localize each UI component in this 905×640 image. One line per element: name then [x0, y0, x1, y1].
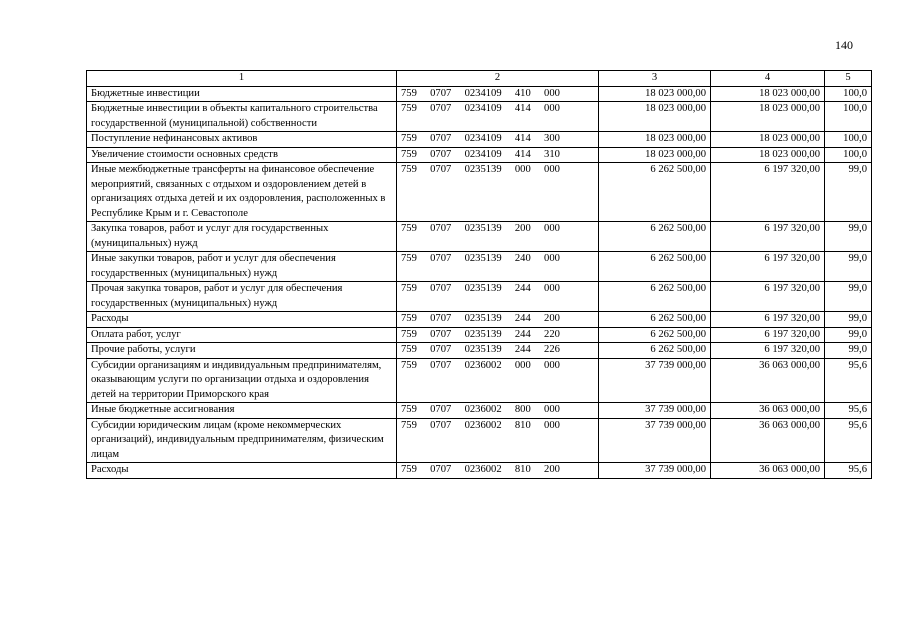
row-plan-amount: 6 262 500,00	[599, 343, 711, 359]
row-percent: 99,0	[825, 312, 872, 328]
row-percent: 95,6	[825, 358, 872, 403]
row-name: Бюджетные инвестиции в объекты капитального строительства государственной (муниципальной) собственности	[87, 102, 397, 132]
row-name: Расходы	[87, 312, 397, 328]
header-col-5: 5	[825, 71, 872, 87]
table-row	[87, 343, 872, 359]
table-row	[87, 358, 872, 403]
row-plan-amount: 18 023 000,00	[599, 147, 711, 163]
row-actual-amount: 36 063 000,00	[711, 463, 825, 479]
row-plan-amount: 37 739 000,00	[599, 403, 711, 419]
row-name: Иные закупки товаров, работ и услуг для обеспечения государственных (муниципальных) нужд	[87, 252, 397, 282]
row-actual-amount: 36 063 000,00	[711, 403, 825, 419]
table-row	[87, 222, 872, 252]
row-plan-amount: 6 262 500,00	[599, 222, 711, 252]
row-actual-amount: 18 023 000,00	[711, 102, 825, 132]
row-name: Закупка товаров, работ и услуг для государственных (муниципальных) нужд	[87, 222, 397, 252]
row-code: 759 0707 0235139 244 226	[397, 343, 599, 359]
row-percent: 95,6	[825, 463, 872, 479]
row-name: Прочие работы, услуги	[87, 343, 397, 359]
row-code: 759 0707 0234109 414 000	[397, 102, 599, 132]
row-name: Иные бюджетные ассигнования	[87, 403, 397, 419]
row-plan-amount: 6 262 500,00	[599, 163, 711, 222]
header-col-4: 4	[711, 71, 825, 87]
row-plan-amount: 6 262 500,00	[599, 282, 711, 312]
row-percent: 100,0	[825, 86, 872, 102]
row-name: Иные межбюджетные трансферты на финансовое обеспечение мероприятий, связанных с отдыхом и оздоровлением детей в организациях отдыха детей и их оздоровления, расположенных в Республике Крым и г. Севастополе	[87, 163, 397, 222]
row-code: 759 0707 0235139 244 200	[397, 312, 599, 328]
row-actual-amount: 6 197 320,00	[711, 163, 825, 222]
row-actual-amount: 36 063 000,00	[711, 418, 825, 463]
row-code: 759 0707 0236002 800 000	[397, 403, 599, 419]
row-actual-amount: 6 197 320,00	[711, 282, 825, 312]
row-code: 759 0707 0235139 244 220	[397, 327, 599, 343]
row-percent: 99,0	[825, 252, 872, 282]
table-row	[87, 147, 872, 163]
row-plan-amount: 18 023 000,00	[599, 132, 711, 148]
table-row	[87, 132, 872, 148]
row-code: 759 0707 0234109 410 000	[397, 86, 599, 102]
table-row	[87, 86, 872, 102]
row-code: 759 0707 0235139 200 000	[397, 222, 599, 252]
table-row	[87, 418, 872, 463]
row-name: Расходы	[87, 463, 397, 479]
table-body	[87, 86, 872, 478]
row-code: 759 0707 0236002 810 000	[397, 418, 599, 463]
row-code: 759 0707 0236002 810 200	[397, 463, 599, 479]
row-name: Прочая закупка товаров, работ и услуг для обеспечения государственных (муниципальных) нужд	[87, 282, 397, 312]
budget-table	[86, 70, 872, 479]
table-row	[87, 327, 872, 343]
row-code: 759 0707 0234109 414 300	[397, 132, 599, 148]
row-actual-amount: 6 197 320,00	[711, 222, 825, 252]
row-percent: 99,0	[825, 327, 872, 343]
row-percent: 100,0	[825, 102, 872, 132]
row-name: Субсидии организациям и индивидуальным предпринимателям, оказывающим услуги по организации отдыха и оздоровления детей на территории Приморского края	[87, 358, 397, 403]
row-actual-amount: 18 023 000,00	[711, 147, 825, 163]
row-code: 759 0707 0235139 240 000	[397, 252, 599, 282]
row-name: Субсидии юридическим лицам (кроме некоммерческих организаций), индивидуальным предпринимателям, физическим лицам	[87, 418, 397, 463]
row-code: 759 0707 0234109 414 310	[397, 147, 599, 163]
header-col-2: 2	[397, 71, 599, 87]
row-name: Поступление нефинансовых активов	[87, 132, 397, 148]
row-percent: 100,0	[825, 147, 872, 163]
row-plan-amount: 6 262 500,00	[599, 312, 711, 328]
row-percent: 95,6	[825, 403, 872, 419]
row-code: 759 0707 0235139 000 000	[397, 163, 599, 222]
row-plan-amount: 37 739 000,00	[599, 463, 711, 479]
row-name: Оплата работ, услуг	[87, 327, 397, 343]
row-percent: 99,0	[825, 163, 872, 222]
header-col-1: 1	[87, 71, 397, 87]
row-plan-amount: 6 262 500,00	[599, 327, 711, 343]
row-percent: 95,6	[825, 418, 872, 463]
row-actual-amount: 36 063 000,00	[711, 358, 825, 403]
table-row	[87, 282, 872, 312]
table-row	[87, 403, 872, 419]
header-row	[87, 71, 872, 87]
row-percent: 99,0	[825, 343, 872, 359]
row-plan-amount: 37 739 000,00	[599, 358, 711, 403]
row-percent: 99,0	[825, 282, 872, 312]
row-plan-amount: 37 739 000,00	[599, 418, 711, 463]
row-percent: 99,0	[825, 222, 872, 252]
row-plan-amount: 18 023 000,00	[599, 86, 711, 102]
table-row	[87, 163, 872, 222]
row-plan-amount: 18 023 000,00	[599, 102, 711, 132]
row-name: Увеличение стоимости основных средств	[87, 147, 397, 163]
row-actual-amount: 6 197 320,00	[711, 312, 825, 328]
row-name: Бюджетные инвестиции	[87, 86, 397, 102]
row-actual-amount: 18 023 000,00	[711, 132, 825, 148]
row-actual-amount: 6 197 320,00	[711, 252, 825, 282]
row-code: 759 0707 0235139 244 000	[397, 282, 599, 312]
table-row	[87, 102, 872, 132]
table-row	[87, 463, 872, 479]
row-plan-amount: 6 262 500,00	[599, 252, 711, 282]
page-number: 140	[835, 38, 853, 52]
table-row	[87, 252, 872, 282]
row-actual-amount: 6 197 320,00	[711, 327, 825, 343]
row-percent: 100,0	[825, 132, 872, 148]
header-col-3: 3	[599, 71, 711, 87]
row-actual-amount: 6 197 320,00	[711, 343, 825, 359]
row-actual-amount: 18 023 000,00	[711, 86, 825, 102]
table-row	[87, 312, 872, 328]
row-code: 759 0707 0236002 000 000	[397, 358, 599, 403]
